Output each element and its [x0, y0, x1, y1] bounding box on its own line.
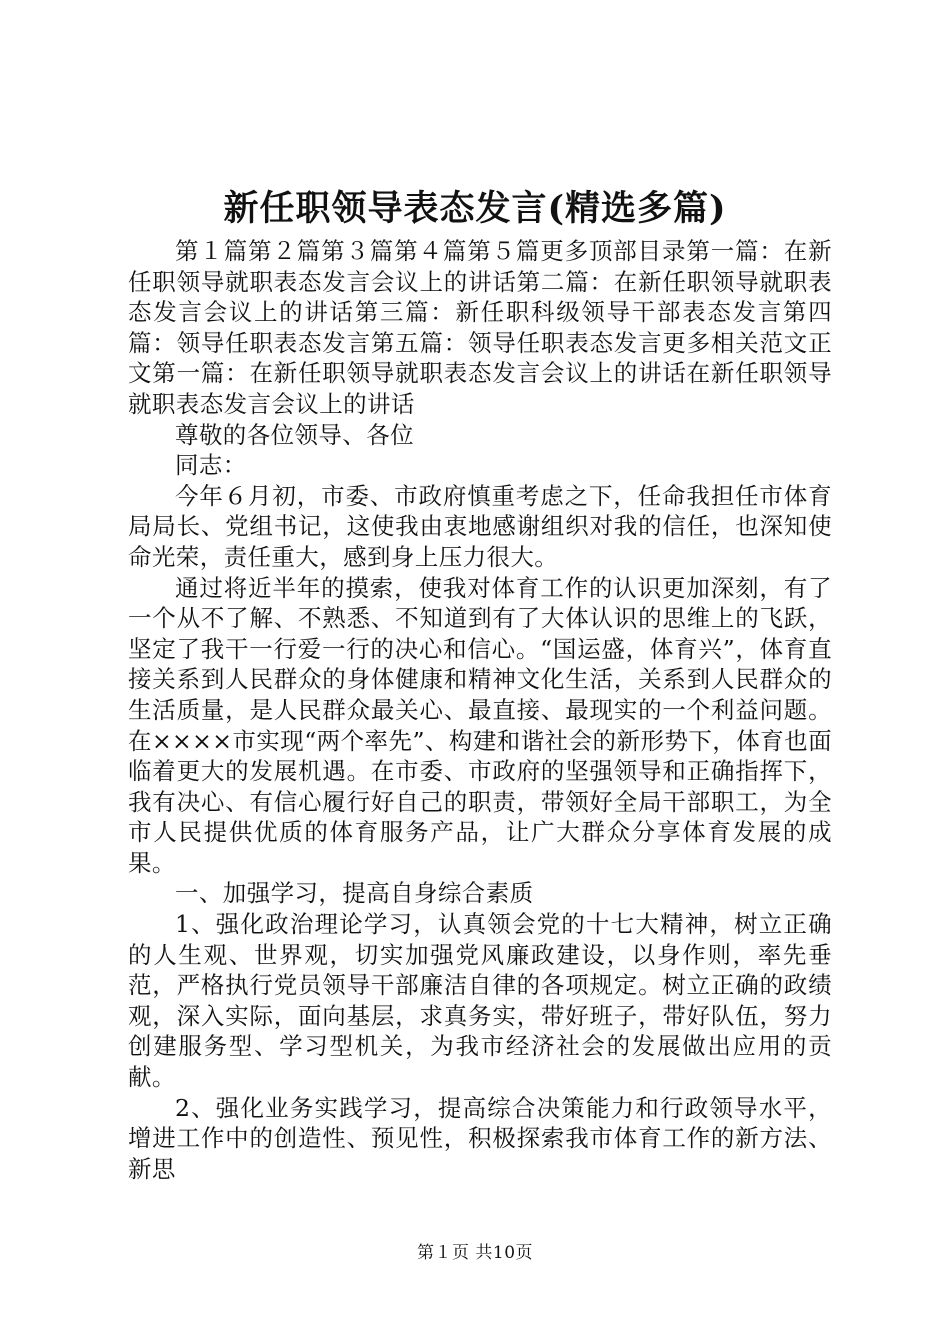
paragraph-item-2: 2、强化业务实践学习，提高综合决策能力和行政领导水平，增进工作中的创造性、预见性，积极探索我市体育工作的新方法、新思: [128, 1093, 832, 1183]
paragraph-appointment: 今年６月初，市委、市政府慎重考虑之下，任命我担任市体育局局长、党组书记，这使我由衷地感谢组织对我的信任，也深知使命光荣，责任重大，感到身上压力很大。: [128, 481, 832, 571]
document-title: 新任职领导表态发言(精选多篇): [223, 188, 727, 229]
document-body: [128, 236, 832, 1184]
paragraph-understanding: 通过将近半年的摸索，使我对体育工作的认识更加深刻，有了一个从不了解、不熟悉、不知道到有了大体认识的思维上的飞跃，坚定了我干一行爱一行的决心和信心。“国运盛，体育兴”，体育直接关系到人民群众的身体健康和精神文化生活，关系到人民群众的生活质量，是人民群众最关心、最直接、最现实的一个利益问题。在××××市实现“两个率先”、构建和谐社会的新形势下，体育也面临着更大的发展机遇。在市委、市政府的坚强领导和正确指挥下，我有决心、有信心履行好自己的职责，带领好全局干部职工，为全市人民提供优质的体育服务产品，让广大群众分享体育发展的成果。: [128, 573, 832, 877]
paragraph-item-1: 1、强化政治理论学习，认真领会党的十七大精神，树立正确的人生观、世界观，切实加强党风廉政建设，以身作则，率先垂范，严格执行党员领导干部廉洁自律的各项规定。树立正确的政绩观，深入实际，面向基层，求真务实，带好班子，带好队伍，努力创建服务型、学习型机关，为我市经济社会的发展做出应用的贡献。: [128, 910, 832, 1092]
paragraph-table-of-contents: 第１篇第２篇第３篇第４篇第５篇更多顶部目录第一篇：在新任职领导就职表态发言会议上的讲话第二篇：在新任职领导就职表态发言会议上的讲话第三篇：新任职科级领导干部表态发言第四篇：领导任职表态发言第五篇：领导任职表态发言更多相关范文正文第一篇：在新任职领导就职表态发言会议上的讲话在新任职领导就职表态发言会议上的讲话: [128, 237, 832, 418]
paragraph-salutation: 尊敬的各位领导、各位: [175, 420, 414, 449]
paragraph-salutation-continued: 同志：: [175, 451, 247, 480]
page-footer: 第１页 共10页: [416, 1243, 534, 1263]
section-heading-1: 一、加强学习，提高自身综合素质: [175, 879, 534, 908]
